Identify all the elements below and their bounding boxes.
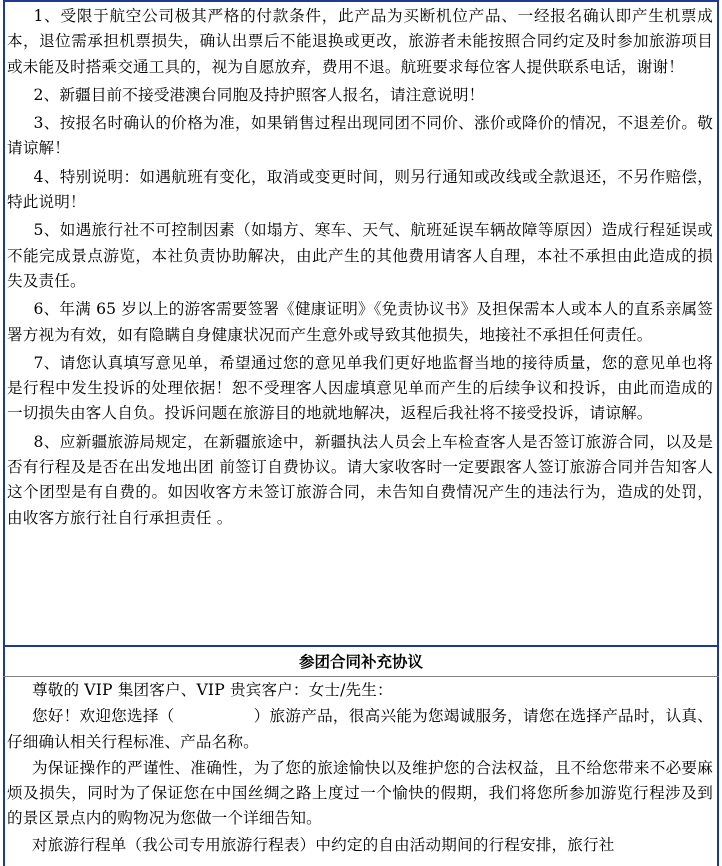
term-paragraph: 6、年满 65 岁以上的游客需要签署《健康证明》《免责协议书》及担保需本人或本人的直系亲属签署方视为有效，如有隐瞒自身健康状况而产生意外或导致其他损失，地接社不承担任何责任。 — [7, 300, 713, 344]
title-divider — [3, 676, 719, 677]
term-paragraph: 2、新疆目前不接受港澳台同胞及持护照客人报名，请注意说明！ — [33, 85, 485, 104]
supplement-greeting: 尊敬的 VIP 集团客户、VIP 贵宾客户：女士/先生： — [31, 681, 393, 699]
term-paragraph: 8、应新疆旅游局规定，在新疆旅途中，新疆执法人员会上车检查客人是否签订旅游合同，以及是否有行程及是否在出发地出团 前签订自费协议。请大家收客时一定要跟客人签订旅游合同并告知客人这个团型是有自费的。如因收客方未签订旅游合同，未告知自费情况产生的违法行为，造成的处罚，由收客方旅行社自行承担责任 。 — [7, 432, 713, 527]
supplement-paragraph: 为保证操作的严谨性、准确性，为了您的旅途愉快以及维护您的合法权益，且不给您带来不必要麻烦及损失，同时为了保证您在中国丝绸之路上度过一个愉快的假期，我们将您所参加游览行程涉及到的景区景点内的购物况为您做一个详细告知。 — [7, 758, 713, 828]
term-paragraph: 7、请您认真填写意见单，希望通过您的意见单我们更好地监督当地的接待质量，您的意见单也将是行程中发生投诉的处理依据！恕不受理客人因虚填意见单而产生的后续争议和投诉，由此而造成的一切损失由客人自负。投诉问题在旅游目的地就地解决，返程后我社将不接受投诉，请谅解。 — [7, 353, 713, 423]
table-border-top — [3, 0, 719, 2]
supplement-paragraph: 对旅游行程单（我公司专用旅游行程表）中约定的自由活动期间的行程安排，旅行社 — [31, 835, 615, 854]
terms-section — [7, 4, 713, 534]
supplement-section — [7, 678, 713, 858]
supplement-title: 参团合同补充协议 — [298, 652, 423, 671]
term-paragraph: 1、受限于航空公司极其严格的付款条件，此产品为买断机位产品、一经报名确认即产生机票成本，退位需承担机票损失，确认出票后不能退换或更改，旅游者未能按照合同约定及时参加旅游项目或未能及时搭乘交通工具的，视为自愿放弃，费用不退。航班要求每位客人提供联系电话，谢谢！ — [7, 7, 713, 76]
supplement-paragraph: 您好！欢迎您选择（ ）旅游产品，很高兴能为您竭诚服务，请您在选择产品时，认真、仔细确认相关行程标准、产品名称。 — [7, 707, 713, 751]
table-border-right — [717, 0, 719, 866]
term-paragraph: 4、特别说明：如遇航班有变化，取消或变更时间，则另行通知或改线或全款退还，不另作赔偿，特此说明！ — [7, 167, 713, 212]
table-border-left — [3, 0, 5, 866]
term-paragraph: 3、按报名时确认的价格为准，如果销售过程出现同团不同价、涨价或降价的情况，不退差价。敬请谅解！ — [7, 114, 713, 158]
term-paragraph: 5、如遇旅行社不可控制因素（如塌方、寒车、天气、航班延误车辆故障等原因）造成行程延误或不能完成景点游览，本社负责协助解决，由此产生的其他费用请客人自理，本社不承担由此造成的损失及责任。 — [7, 221, 713, 290]
